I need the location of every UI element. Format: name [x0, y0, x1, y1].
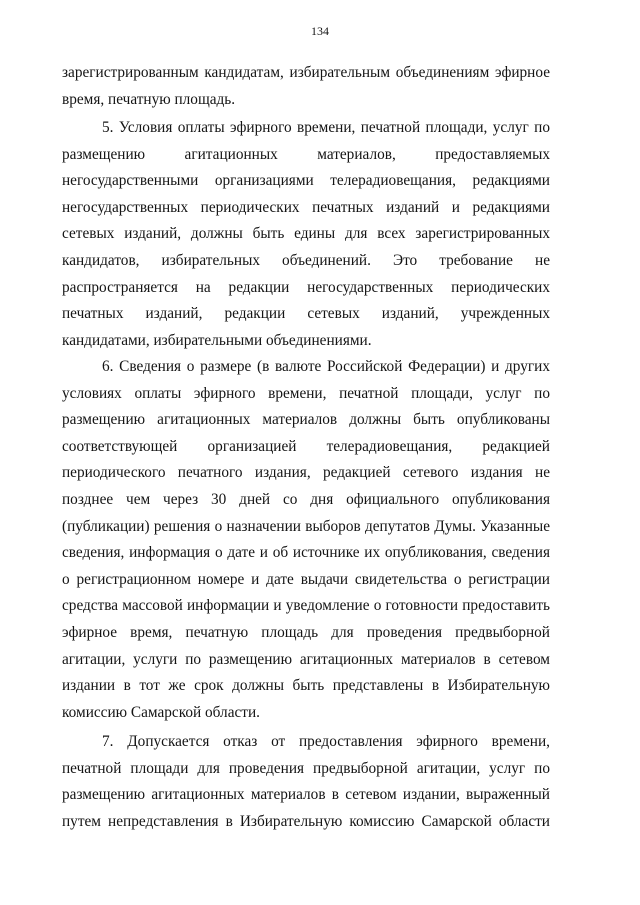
- paragraph-item-5: 5. Условия оплаты эфирного времени, печатной площади, услуг по размещению агитационных материалов, предоставляемых негосударственными организациями телерадиовещания, редакциями негосударственных периодических печатных изданий и редакциями сетевых изданий, должны быть едины для всех зарегистрированных кандидатов, избирательных объединений. Это требование не распространяется на редакции негосударственных периодических печатных изданий, редакции сетевых изданий, учрежденных кандидатами, избирательными объединениями.: [62, 119, 550, 349]
- paragraph-item-6: 6. Сведения о размере (в валюте Российской Федерации) и других условиях оплаты эфирного времени, печатной площади, услуг по размещению агитационных материалов должны быть опубликованы соответствующей организацией телерадиовещания, редакцией периодического печатного издания, редакцией сетевого издания не позднее чем через 30 дней со дня официального опубликования (публикации) решения о назначении выборов депутатов Думы. Указанные сведения, информация о дате и об источнике их опубликования, сведения о регистрационном номере и дате выдачи свидетельства о регистрации средства массовой информации и уведомление о готовности предоставить эфирное время, печатную площадь для проведения предвыборной агитации, услуги по размещению агитационных материалов в сетевом издании в тот же срок должны быть представлены в Избирательную комиссию Самарской области.: [62, 358, 550, 721]
- paragraph-continuation: зарегистрированным кандидатам, избирательным объединениям эфирное время, печатную площадь.: [62, 64, 550, 108]
- paragraph-item-7: 7. Допускается отказ от предоставления эфирного времени, печатной площади для проведения предвыборной агитации, услуг по размещению агитационных материалов в сетевом издании, выраженный путем непредставления в Избирательную комиссию Самарской области: [62, 733, 550, 830]
- page-number: 134: [311, 24, 329, 38]
